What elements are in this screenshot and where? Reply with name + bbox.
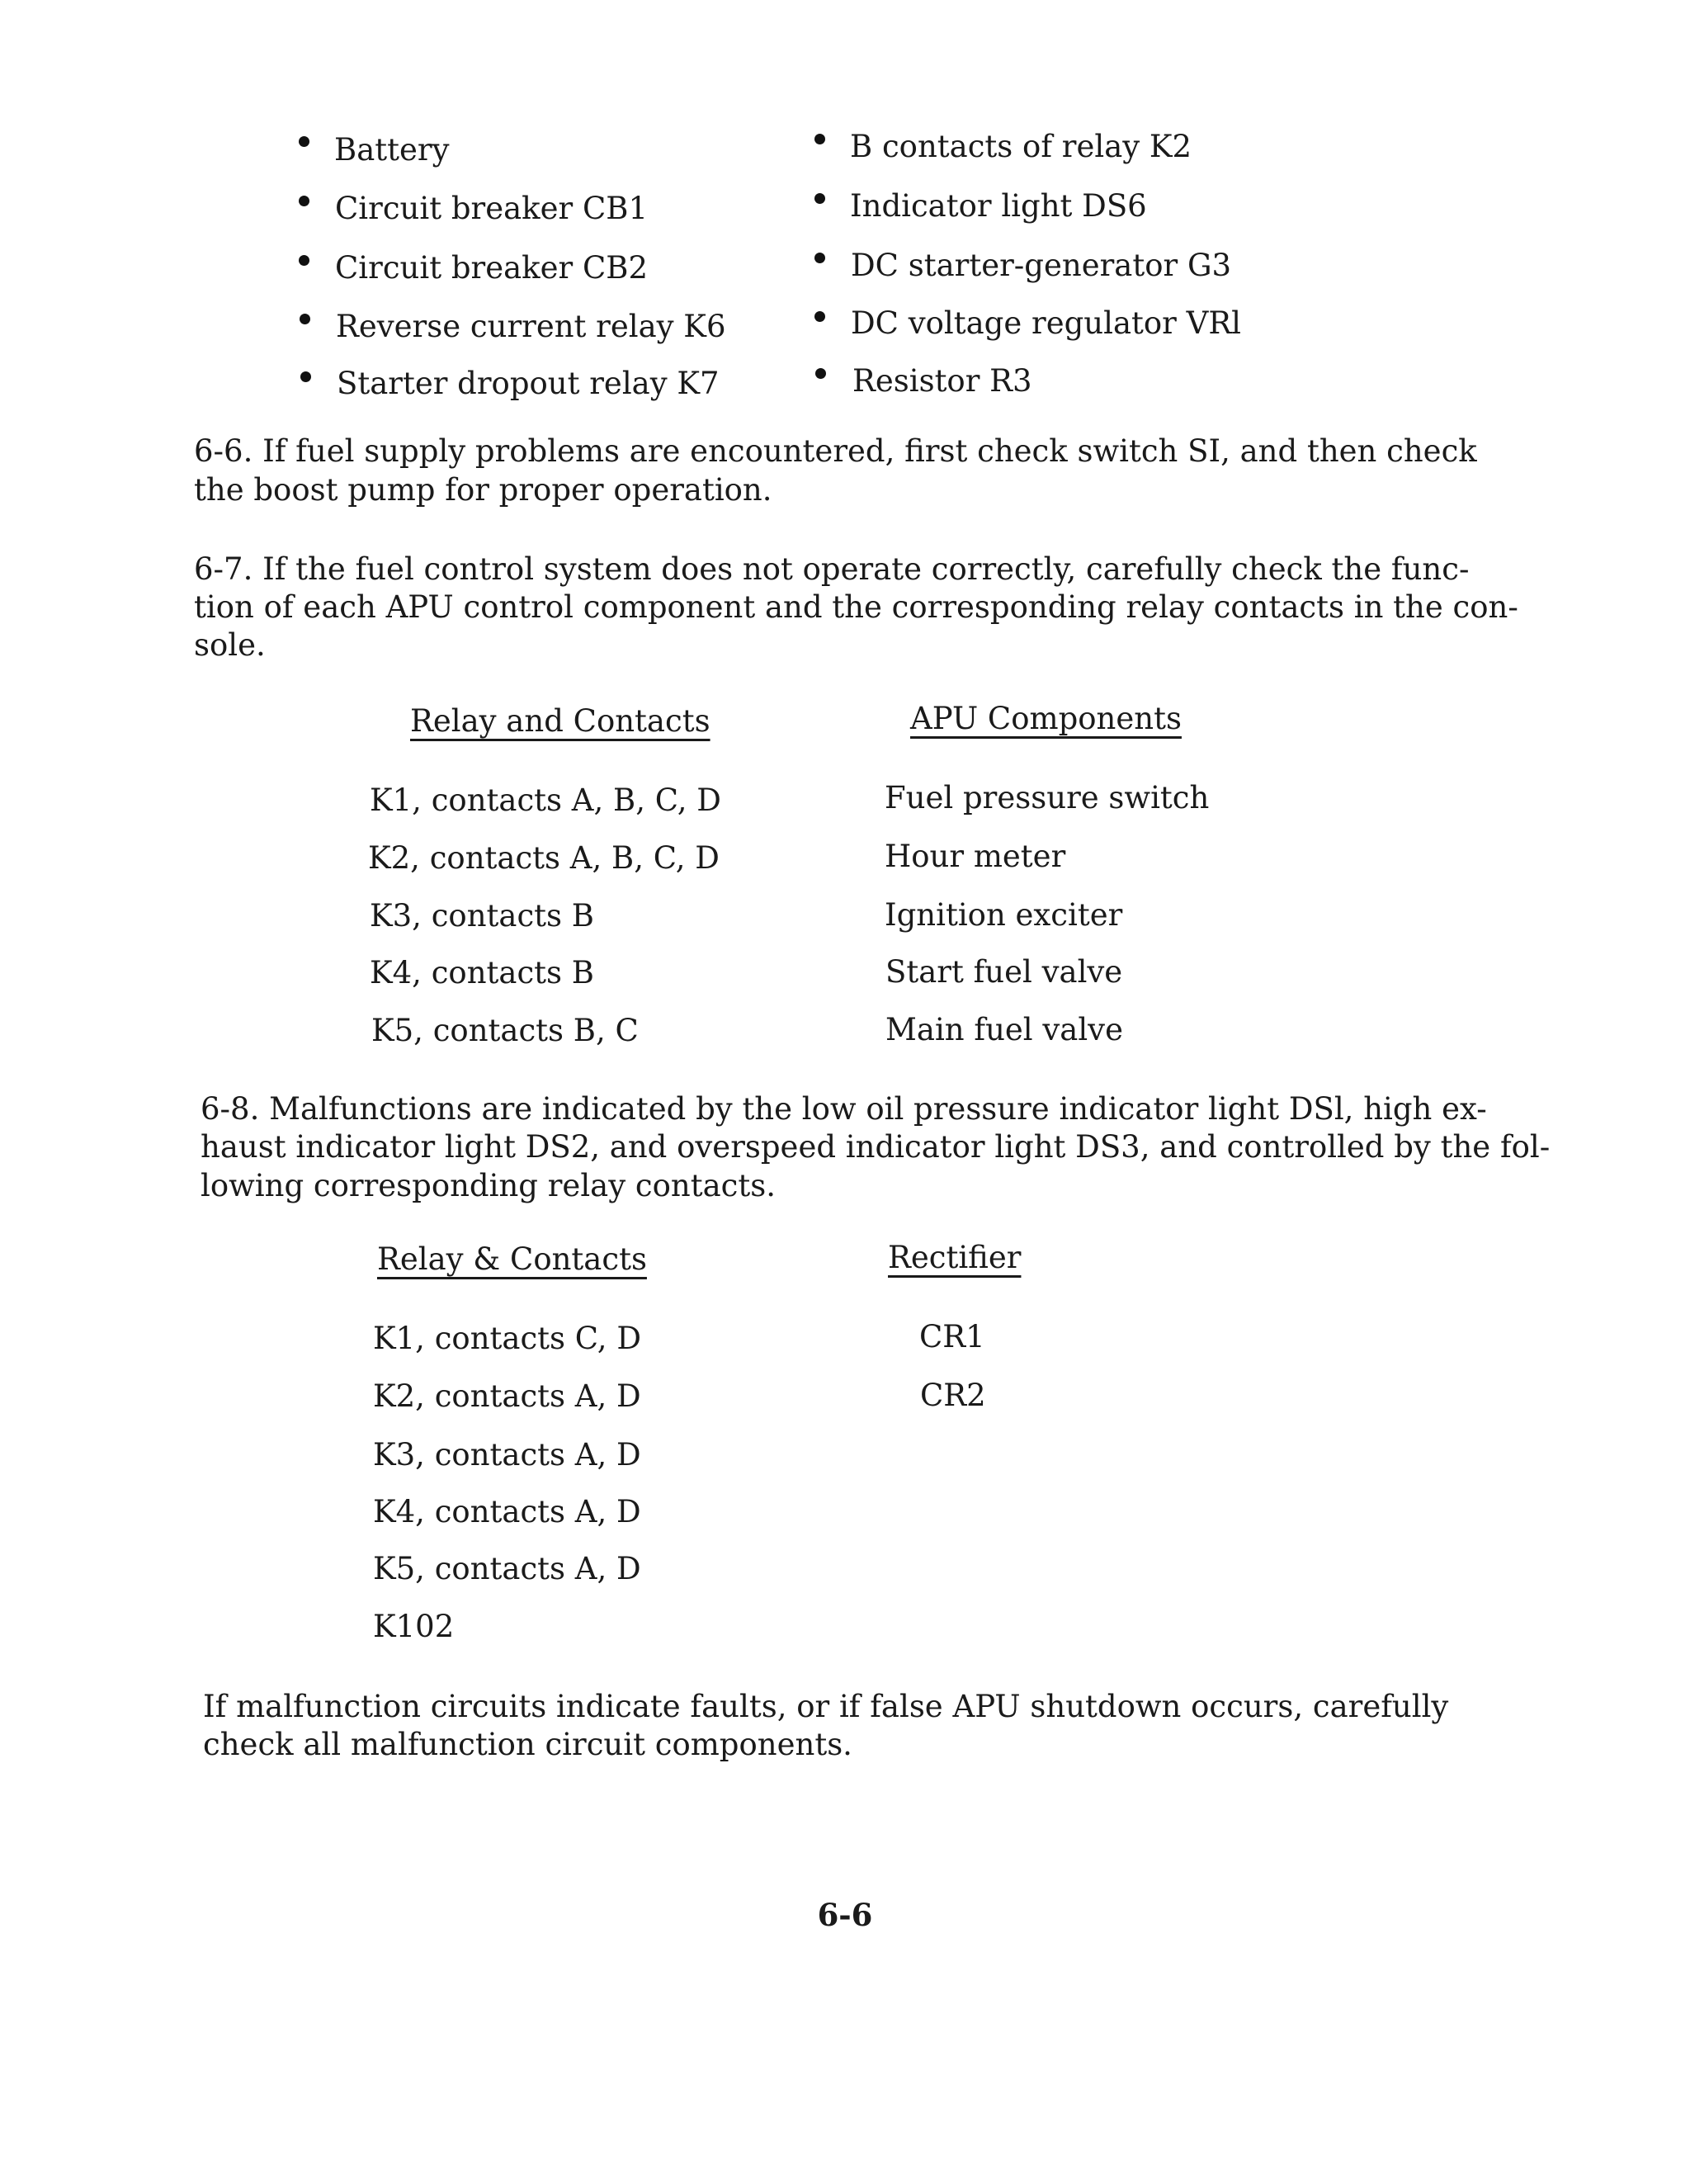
column-header-relay: Relay and Contacts (410, 703, 710, 739)
list-item: DC voltage regulator VRl (851, 305, 1242, 341)
table-cell-relay: K5, contacts A, D (373, 1551, 641, 1586)
paragraph-line: lowing corresponding relay contacts. (201, 1168, 776, 1203)
paragraph-line: 6-8. Malfunctions are indicated by the low oil pressure indicator light DSl, high ex- (201, 1091, 1487, 1127)
table-cell-relay: K2, contacts A, B, C, D (368, 840, 720, 876)
list-item: Starter dropout relay K7 (337, 366, 720, 401)
table-cell-component: Fuel pressure switch (885, 780, 1210, 815)
table-cell-component: Hour meter (885, 839, 1066, 874)
list-item: Resistor R3 (852, 363, 1032, 399)
table-cell-relay: K5, contacts B, C (371, 1013, 639, 1048)
list-item: Circuit breaker CB1 (335, 191, 648, 226)
list-item: DC starter-generator G3 (851, 248, 1232, 283)
table-cell-relay: K1, contacts A, B, C, D (370, 782, 721, 818)
column-header-components: APU Components (910, 701, 1182, 736)
bullet-icon (300, 371, 311, 382)
table-cell-relay: K4, contacts B (370, 955, 594, 990)
column-header-relay: Relay & Contacts (377, 1241, 647, 1277)
table-cell-relay: K102 (373, 1609, 455, 1644)
paragraph-line: If malfunction circuits indicate faults, or if false APU shutdown occurs, carefully (203, 1689, 1449, 1724)
list-item: Reverse current relay K6 (336, 309, 726, 344)
table-cell-component: Start fuel valve (885, 954, 1123, 990)
list-item: Indicator light DS6 (850, 188, 1147, 224)
column-header-rectifier: Rectifier (888, 1240, 1022, 1275)
list-item: Circuit breaker CB2 (335, 250, 648, 286)
paragraph-line: haust indicator light DS2, and overspeed indicator light DS3, and controlled by the fol- (201, 1129, 1551, 1165)
bullet-icon (299, 196, 309, 206)
paragraph-line: 6-6. If fuel supply problems are encountered, first check switch SI, and then check (194, 433, 1477, 469)
bullet-icon (299, 255, 309, 266)
table-cell-relay: K3, contacts B (370, 898, 594, 934)
bullet-icon (815, 368, 826, 379)
list-item: B contacts of relay K2 (850, 129, 1192, 164)
bullet-icon (300, 314, 310, 324)
table-cell-relay: K3, contacts A, D (373, 1437, 641, 1473)
paragraph-line: the boost pump for proper operation. (194, 472, 772, 508)
bullet-icon (814, 193, 825, 204)
page-number: 6-6 (817, 1897, 873, 1933)
paragraph-line: sole. (194, 627, 266, 663)
paragraph-line: check all malfunction circuit components. (203, 1727, 852, 1762)
paragraph-line: 6-7. If the fuel control system does not operate correctly, carefully check the func- (194, 551, 1470, 587)
bullet-icon (814, 253, 825, 263)
table-cell-relay: K2, contacts A, D (373, 1378, 641, 1414)
table-cell-rectifier: CR1 (919, 1319, 985, 1354)
table-cell-rectifier: CR2 (920, 1378, 986, 1413)
bullet-icon (814, 134, 825, 144)
paragraph-line: tion of each APU control component and the corresponding relay contacts in the con- (194, 589, 1518, 625)
bullet-icon (814, 311, 825, 322)
list-item: Battery (334, 132, 450, 168)
bullet-icon (299, 136, 309, 147)
table-cell-relay: K1, contacts C, D (373, 1321, 641, 1356)
table-cell-component: Main fuel valve (885, 1012, 1123, 1047)
table-cell-relay: K4, contacts A, D (373, 1494, 641, 1529)
table-cell-component: Ignition exciter (885, 897, 1123, 933)
